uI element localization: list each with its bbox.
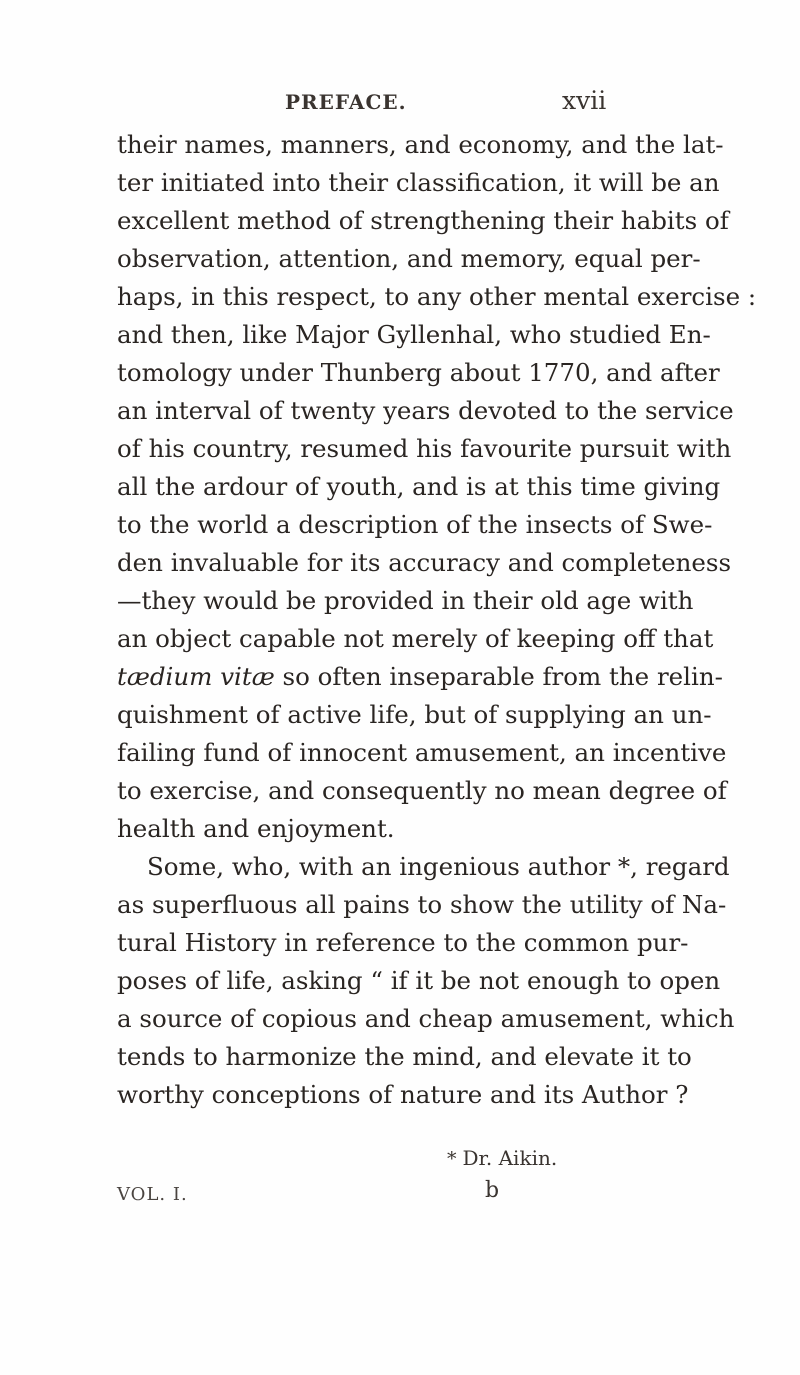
footnote-marker: * — [447, 1148, 457, 1170]
text-line: failing fund of innocent amusement, an incentive — [117, 738, 727, 767]
italic-phrase: tædium vitæ — [117, 662, 275, 691]
text-line: excellent method of strengthening their habits of — [117, 206, 729, 235]
volume-signature: VOL. I. — [117, 1184, 188, 1205]
footnote — [447, 1146, 557, 1170]
text-line: an interval of twenty years devoted to the service — [117, 396, 734, 425]
text-line: a source of copious and cheap amusement, which — [117, 1004, 735, 1033]
text-line: as superfluous all pains to show the utility of Na- — [117, 890, 727, 919]
text-line: ter initiated into their classification, it will be an — [117, 168, 720, 197]
text-line: haps, in this respect, to any other mental exercise : — [117, 282, 757, 311]
text-line: an object capable not merely of keeping off that — [117, 624, 714, 653]
text-line: tural History in reference to the common pur- — [117, 928, 689, 957]
text-line: to exercise, and consequently no mean degree of — [117, 776, 727, 805]
text-line: all the ardour of youth, and is at this time giving — [117, 472, 721, 501]
text-line: tends to harmonize the mind, and elevate it to — [117, 1042, 692, 1071]
text-line: and then, like Major Gyllenhal, who studied En- — [117, 320, 711, 349]
text-line: den invaluable for its accuracy and completeness — [117, 548, 732, 577]
text-line: Some, who, with an ingenious author *, regard — [147, 852, 730, 881]
text-line: poses of life, asking “ if it be not enough to open — [117, 966, 721, 995]
text-line: health and enjoyment. — [117, 814, 395, 843]
text-line-remainder: so often inseparable from the relin- — [282, 662, 723, 691]
text-line: tomology under Thunberg about 1770, and after — [117, 358, 720, 387]
text-line: their names, manners, and economy, and the lat- — [117, 130, 724, 159]
text-line: quishment of active life, but of supplying an un- — [117, 700, 712, 729]
footnote-text: Dr. Aikin. — [462, 1146, 558, 1170]
text-line: observation, attention, and memory, equal per- — [117, 244, 701, 273]
text-line: —they would be provided in their old age with — [117, 586, 694, 615]
text-line: worthy conceptions of nature and its Author ? — [117, 1080, 689, 1109]
running-title: PREFACE. — [285, 90, 407, 114]
text-line: of his country, resumed his favourite pursuit with — [117, 434, 732, 463]
page-number: xvii — [562, 86, 607, 115]
text-line: to the world a description of the insects of Swe- — [117, 510, 713, 539]
text-line-with-italic — [117, 658, 723, 696]
signature-mark: b — [485, 1178, 500, 1203]
